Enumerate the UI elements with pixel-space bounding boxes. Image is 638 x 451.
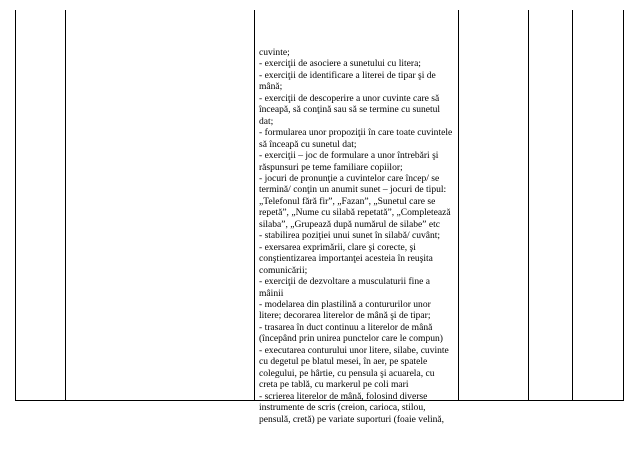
- activity-list-cell: [259, 47, 457, 425]
- text-line: instrumente de scris (creion, carioca, stilou,: [259, 402, 426, 414]
- text-line: - modelarea din plastilină a contururilor unor: [259, 298, 431, 310]
- text-line: cuvinte;: [259, 47, 290, 58]
- text-line: comunicării;: [259, 264, 308, 276]
- text-line: mână;: [259, 81, 283, 93]
- text-line: - stabilirea poziţiei unui sunet în silabă/ cuvânt;: [259, 230, 441, 242]
- text-line: - scrierea literelor de mână, folosind diverse: [259, 390, 428, 402]
- text-line: - exerciţii de identificare a literei de tipar şi de: [259, 69, 436, 81]
- text-line: colegului, pe hârtie, cu pensula şi acuarela, cu: [259, 367, 435, 379]
- text-line: răspunsuri pe teme familiare copiilor;: [259, 161, 403, 173]
- text-line: - formularea unor propoziţii în care toate cuvintele: [259, 127, 453, 139]
- text-line: (începând prin unirea punctelor care le compun): [259, 333, 443, 345]
- text-line: - exerciţii – joc de formulare a unor întrebări şi: [259, 150, 439, 162]
- column-divider-2: [254, 10, 255, 401]
- text-line: „Telefonul fără fir”, „Fazan”, „Sunetul care se: [259, 195, 436, 207]
- text-line: - exerciţii de descoperire a unor cuvinte care să: [259, 92, 440, 104]
- text-line: - executarea conturului unor litere, silabe, cuvinte: [259, 344, 449, 356]
- text-line: pensulă, cretă) pe variate suporturi (foaie velină,: [259, 413, 445, 425]
- text-line: - exerciţii de dezvoltare a musculaturii fine a: [259, 276, 430, 288]
- column-divider-1: [65, 10, 66, 401]
- text-line: - exersarea exprimării, clare şi corecte, şi: [259, 241, 416, 253]
- text-line: termină/ conţin un anumit sunet – jocuri de tipul:: [259, 184, 447, 196]
- text-line: dat;: [259, 115, 274, 127]
- text-line: - jocuri de pronunţie a cuvintelor care încep/ se: [259, 172, 440, 184]
- text-line: silaba”, „Grupează după numărul de silabe” etc: [259, 218, 441, 230]
- table-border-right: [623, 10, 624, 401]
- column-divider-4: [528, 10, 529, 401]
- column-divider-5: [572, 10, 573, 401]
- text-line: - exerciţii de asociere a sunetului cu litera;: [259, 58, 421, 70]
- text-line: mâinii: [259, 287, 284, 299]
- text-line: înceapă, să conţină sau să se termine cu sunetul: [259, 104, 441, 116]
- text-line: creta pe tablă, cu markerul pe coli mari: [259, 379, 409, 391]
- text-line: conştientizarea importanţei acesteia în reuşita: [259, 253, 433, 265]
- column-divider-3: [458, 10, 459, 401]
- text-line: să înceapă cu sunetul dat;: [259, 138, 357, 150]
- text-line: repetă”, „Nume cu silabă repetată”, „Completează: [259, 207, 451, 219]
- table-border-left: [15, 10, 16, 401]
- text-line: - trasarea în duct continuu a literelor de mână: [259, 321, 433, 333]
- text-line: litere; decorarea literelor de mână şi de tipar;: [259, 310, 431, 322]
- text-line: cu degetul pe blatul mesei, în aer, pe spatele: [259, 356, 428, 368]
